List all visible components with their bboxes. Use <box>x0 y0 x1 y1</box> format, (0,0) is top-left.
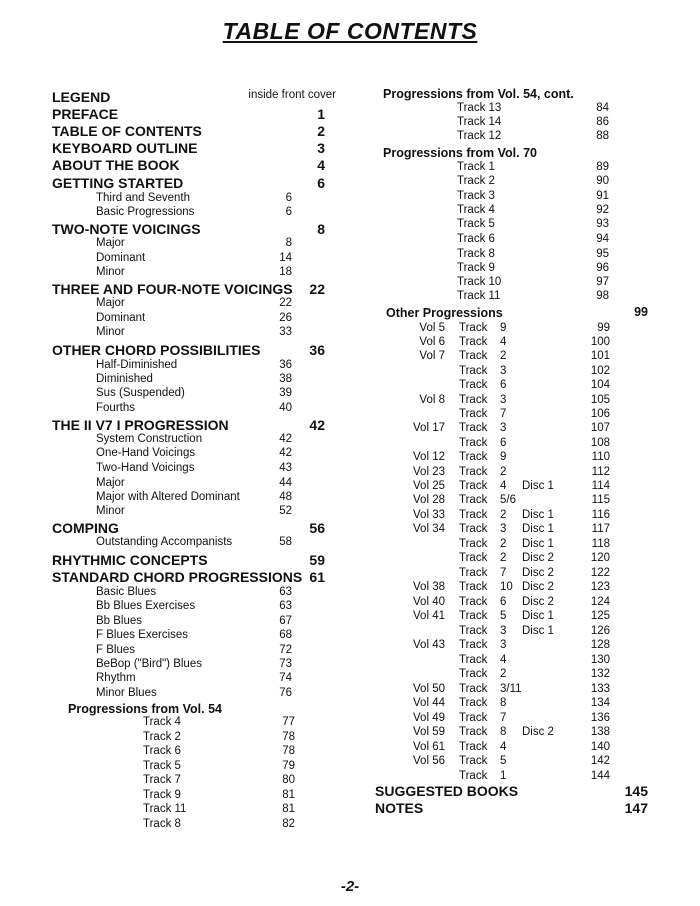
volume-label: Vol 6 <box>419 336 445 348</box>
toc-entry-title: SUGGESTED BOOKS <box>375 783 519 799</box>
toc-entry-title: PREFACE <box>52 106 119 122</box>
track-label: Track <box>459 639 488 651</box>
disc-label: Disc 2 <box>522 726 554 738</box>
toc-entry-page: 100 <box>590 336 610 348</box>
toc-entry-page: 63 <box>279 586 292 598</box>
toc-entry-page: 84 <box>596 102 609 114</box>
track-label: Track <box>459 336 488 348</box>
toc-entry-page: 74 <box>279 672 292 684</box>
track-number: 2 <box>500 552 507 564</box>
toc-entry-page: 92 <box>596 204 609 216</box>
toc-entry-page: 2 <box>317 123 325 139</box>
toc-entry-title: Track 8 <box>143 818 181 830</box>
toc-entry-title: Diminished <box>96 373 153 385</box>
track-number: 6 <box>500 379 507 391</box>
volume-label: Vol 33 <box>413 509 445 521</box>
track-label: Track <box>459 365 488 377</box>
toc-entry-title: F Blues Exercises <box>96 629 189 641</box>
track-label: Track <box>459 422 488 434</box>
toc-entry-title: TWO-NOTE VOICINGS <box>52 221 201 237</box>
track-label: Track <box>459 480 488 492</box>
disc-label: Disc 1 <box>522 509 554 521</box>
toc-entry-title: Major <box>96 297 125 309</box>
toc-entry-title: Minor <box>96 505 125 517</box>
volume-label: Vol 38 <box>413 581 445 593</box>
volume-label: Vol 50 <box>413 683 445 695</box>
toc-entry-page: 106 <box>590 408 610 420</box>
track-label: Track <box>459 408 488 420</box>
toc-entry-page: 8 <box>317 221 325 237</box>
toc-entry-page: 134 <box>590 697 610 709</box>
disc-label: Disc 1 <box>522 523 554 535</box>
track-number: 3 <box>500 422 507 434</box>
toc-entry-title: RHYTHMIC CONCEPTS <box>52 552 208 568</box>
toc-entry-title: Bb Blues Exercises <box>96 600 196 612</box>
volume-label: Vol 40 <box>413 596 445 608</box>
volume-label: Vol 12 <box>413 451 445 463</box>
toc-entry-page: 42 <box>309 417 325 433</box>
toc-entry-page: 147 <box>624 800 648 816</box>
toc-entry-page: 77 <box>282 716 295 728</box>
toc-entry-title: KEYBOARD OUTLINE <box>52 140 198 156</box>
track-label: Track <box>459 394 488 406</box>
track-label: Track <box>459 697 488 709</box>
toc-entry-page: 8 <box>285 237 292 249</box>
toc-entry-title: Major <box>96 237 125 249</box>
toc-entry-page: 145 <box>624 783 648 799</box>
toc-entry-title: Fourths <box>96 402 135 414</box>
track-label: Track <box>459 379 488 391</box>
track-label: Track <box>459 322 488 334</box>
track-entry: Track 3 <box>457 190 495 202</box>
volume-label: Vol 49 <box>413 712 445 724</box>
track-label: Track <box>459 581 488 593</box>
track-entry: Track 5 <box>457 218 495 230</box>
toc-entry-page: 52 <box>279 505 292 517</box>
toc-entry-title: Third and Seventh <box>96 192 190 204</box>
toc-entry-page: 42 <box>279 433 292 445</box>
toc-entry-page: 132 <box>590 668 610 680</box>
toc-entry-page: 122 <box>590 567 610 579</box>
toc-entry-page: 26 <box>279 312 292 324</box>
toc-entry-title: Track 9 <box>143 789 181 801</box>
toc-entry-page: 44 <box>279 477 292 489</box>
track-entry: Track 14 <box>457 116 502 128</box>
track-number: 2 <box>500 350 507 362</box>
toc-entry-page: 76 <box>279 687 292 699</box>
track-entry: Track 10 <box>457 276 502 288</box>
toc-entry-page: 78 <box>282 731 295 743</box>
track-label: Track <box>459 596 488 608</box>
toc-entry-page: 110 <box>591 451 610 463</box>
track-number: 3 <box>500 394 507 406</box>
toc-entry-page: 125 <box>590 610 610 622</box>
track-label: Track <box>459 437 488 449</box>
track-number: 5/6 <box>500 494 516 506</box>
track-label: Track <box>459 350 488 362</box>
toc-entry-page: 99 <box>634 305 648 319</box>
toc-entry-title: Two-Hand Voicings <box>96 462 195 474</box>
volume-label: Vol 8 <box>419 394 445 406</box>
track-number: 4 <box>500 480 507 492</box>
track-label: Track <box>459 509 488 521</box>
toc-entry-page: 114 <box>591 480 610 492</box>
toc-entry-page: 98 <box>596 290 609 302</box>
toc-entry-page: 40 <box>279 402 292 414</box>
volume-label: Vol 61 <box>413 741 445 753</box>
toc-entry-page: 4 <box>317 157 325 173</box>
toc-entry-title: TABLE OF CONTENTS <box>52 123 202 139</box>
toc-entry-title: Minor <box>96 266 125 278</box>
toc-entry-title: Rhythm <box>96 672 136 684</box>
volume-label: Vol 7 <box>419 350 445 362</box>
toc-entry-page: 105 <box>590 394 610 406</box>
toc-entry-title: Track 4 <box>143 716 181 728</box>
toc-entry-page: 101 <box>590 350 610 362</box>
toc-entry-page: 63 <box>279 600 292 612</box>
toc-entry-page: 56 <box>309 520 325 536</box>
toc-entry-page: 82 <box>282 818 295 830</box>
track-label: Track <box>459 494 488 506</box>
track-number: 7 <box>500 712 507 724</box>
toc-entry-page: 73 <box>279 658 292 670</box>
volume-label: Vol 44 <box>413 697 445 709</box>
volume-label: Vol 41 <box>413 610 445 622</box>
track-entry: Track 4 <box>457 204 495 216</box>
toc-entry-page: 144 <box>590 770 610 782</box>
toc-entry-page: 88 <box>596 130 609 142</box>
toc-entry-page: 68 <box>279 629 292 641</box>
track-label: Track <box>459 610 488 622</box>
disc-label: Disc 1 <box>522 610 554 622</box>
toc-entry-page: 90 <box>596 175 609 187</box>
volume-label: Vol 17 <box>413 422 445 434</box>
track-label: Track <box>459 523 488 535</box>
toc-entry-title: Basic Progressions <box>96 206 195 218</box>
toc-entry-page: 80 <box>282 774 295 786</box>
toc-entry-title: Major <box>96 477 125 489</box>
toc-entry-title: Minor <box>96 326 125 338</box>
toc-entry-title: Track 2 <box>143 731 181 743</box>
toc-entry-page: 136 <box>590 712 610 724</box>
volume-label: Vol 59 <box>413 726 445 738</box>
toc-entry-page: 59 <box>309 552 325 568</box>
toc-entry-page: 81 <box>282 803 295 815</box>
track-number: 9 <box>500 322 507 334</box>
toc-entry-page: 81 <box>282 789 295 801</box>
toc-entry-title: Sus (Suspended) <box>96 387 185 399</box>
track-label: Track <box>459 451 488 463</box>
track-label: Track <box>459 552 488 564</box>
track-label: Track <box>459 755 488 767</box>
track-label: Track <box>459 668 488 680</box>
toc-entry-title: OTHER CHORD POSSIBILITIES <box>52 342 261 358</box>
toc-entry-title: Outstanding Accompanists <box>96 536 233 548</box>
track-label: Track <box>459 466 488 478</box>
track-number: 8 <box>500 726 507 738</box>
toc-entry-page: 48 <box>279 491 292 503</box>
volume-label: Vol 23 <box>413 466 445 478</box>
track-number: 9 <box>500 451 507 463</box>
track-number: 2 <box>500 668 507 680</box>
disc-label: Disc 1 <box>522 625 554 637</box>
toc-entry-page: 99 <box>597 322 610 334</box>
track-label: Track <box>459 625 488 637</box>
track-entry: Track 11 <box>457 290 501 302</box>
track-label: Track <box>459 538 488 550</box>
disc-label: Disc 2 <box>522 567 554 579</box>
track-number: 4 <box>500 336 507 348</box>
track-number: 10 <box>500 581 513 593</box>
track-number: 5 <box>500 610 507 622</box>
toc-entry-title: Track 6 <box>143 745 181 757</box>
toc-entry-page: 6 <box>317 175 325 191</box>
toc-entry-page: 42 <box>279 447 292 459</box>
toc-entry-page: 18 <box>279 266 292 278</box>
toc-entry-page: 78 <box>282 745 295 757</box>
toc-entry-title: Dominant <box>96 312 146 324</box>
toc-entry-title: Dominant <box>96 252 146 264</box>
disc-label: Disc 2 <box>522 552 554 564</box>
track-label: Track <box>459 770 488 782</box>
track-entry: Track 8 <box>457 248 495 260</box>
toc-entry-page: 38 <box>279 373 292 385</box>
toc-entry-title: Track 11 <box>143 803 187 815</box>
toc-entry-title: NOTES <box>375 800 424 816</box>
track-label: Track <box>459 726 488 738</box>
toc-entry-title: Track 7 <box>143 774 181 786</box>
toc-entry-title: LEGEND <box>52 89 111 105</box>
toc-entry-title: One-Hand Voicings <box>96 447 196 459</box>
volume-label: Vol 25 <box>413 480 445 492</box>
toc-entry-page: 91 <box>596 190 609 202</box>
disc-label: Disc 2 <box>522 581 554 593</box>
track-entry: Track 9 <box>457 262 495 274</box>
track-entry: Track 6 <box>457 233 495 245</box>
toc-entry-title: COMPING <box>52 520 119 536</box>
track-label: Track <box>459 654 488 666</box>
toc-entry-title: Progressions from Vol. 54 <box>68 702 222 716</box>
toc-entry-page: 116 <box>591 509 610 521</box>
page-number: -2- <box>340 878 360 895</box>
toc-entry-page: 115 <box>591 494 610 506</box>
toc-entry-page: inside front cover <box>248 89 336 101</box>
toc-entry-title: Basic Blues <box>96 586 157 598</box>
toc-entry-title: F Blues <box>96 644 135 656</box>
toc-entry-page: 130 <box>590 654 610 666</box>
track-number: 3 <box>500 523 507 535</box>
toc-entry-page: 67 <box>279 615 292 627</box>
toc-entry-title: Half-Diminished <box>96 359 178 371</box>
volume-label: Vol 28 <box>413 494 445 506</box>
toc-entry-page: 14 <box>279 252 292 264</box>
toc-entry-page: 86 <box>596 116 609 128</box>
track-number: 7 <box>500 567 507 579</box>
toc-entry-title: THE II V7 I PROGRESSION <box>52 417 229 433</box>
toc-entry-title: Minor Blues <box>96 687 157 699</box>
track-number: 1 <box>500 770 507 782</box>
disc-label: Disc 1 <box>522 480 554 492</box>
track-number: 3 <box>500 365 507 377</box>
toc-entry-page: 138 <box>590 726 610 738</box>
track-entry: Track 2 <box>457 175 495 187</box>
track-number: 3 <box>500 625 507 637</box>
toc-entry-page: 39 <box>279 387 292 399</box>
toc-entry-page: 140 <box>590 741 610 753</box>
track-number: 8 <box>500 697 507 709</box>
toc-entry-title: GETTING STARTED <box>52 175 184 191</box>
track-entry: Track 13 <box>457 102 502 114</box>
toc-entry-page: 118 <box>591 538 610 550</box>
toc-entry-page: 120 <box>590 552 610 564</box>
toc-entry-page: 36 <box>279 359 292 371</box>
volume-label: Vol 34 <box>413 523 445 535</box>
toc-entry-title: THREE AND FOUR-NOTE VOICINGS <box>52 281 293 297</box>
track-number: 7 <box>500 408 507 420</box>
toc-entry-page: 58 <box>279 536 292 548</box>
volume-label: Vol 56 <box>413 755 445 767</box>
track-number: 4 <box>500 741 507 753</box>
toc-entry-page: 96 <box>596 262 609 274</box>
toc-entry-page: 94 <box>596 233 609 245</box>
toc-entry-page: 3 <box>317 140 325 156</box>
toc-entry-page: 133 <box>590 683 610 695</box>
track-label: Track <box>459 567 488 579</box>
toc-entry-page: 102 <box>590 365 610 377</box>
toc-entry-page: 89 <box>596 161 609 173</box>
track-label: Track <box>459 683 488 695</box>
toc-entry-page: 6 <box>285 206 292 218</box>
toc-entry-page: 72 <box>279 644 292 656</box>
volume-label: Vol 43 <box>413 639 445 651</box>
toc-entry-title: STANDARD CHORD PROGRESSIONS <box>52 569 303 585</box>
toc-entry-page: 97 <box>596 276 609 288</box>
track-label: Track <box>459 712 488 724</box>
track-entry: Track 1 <box>457 161 495 173</box>
section-heading: Other Progressions <box>386 306 503 320</box>
toc-entry-page: 124 <box>590 596 610 608</box>
track-entry: Track 12 <box>457 130 502 142</box>
toc-entry-page: 117 <box>591 523 610 535</box>
toc-entry-page: 108 <box>590 437 610 449</box>
toc-entry-page: 79 <box>282 760 295 772</box>
track-number: 3 <box>500 639 507 651</box>
disc-label: Disc 1 <box>522 538 554 550</box>
toc-entry-title: System Construction <box>96 433 203 445</box>
track-number: 2 <box>500 466 507 478</box>
track-number: 4 <box>500 654 507 666</box>
toc-entry-title: Track 5 <box>143 760 181 772</box>
track-number: 2 <box>500 538 507 550</box>
toc-entry-page: 104 <box>590 379 610 391</box>
toc-entry-page: 36 <box>309 342 325 358</box>
section-heading: Progressions from Vol. 70 <box>383 146 537 160</box>
track-number: 6 <box>500 437 507 449</box>
toc-entry-page: 33 <box>279 326 292 338</box>
toc-entry-title: BeBop ("Bird") Blues <box>96 658 202 670</box>
track-number: 3/11 <box>500 683 522 695</box>
section-heading: Progressions from Vol. 54, cont. <box>383 87 574 101</box>
toc-entry-page: 112 <box>591 466 610 478</box>
toc-entry-page: 22 <box>279 297 292 309</box>
track-number: 6 <box>500 596 507 608</box>
toc-entry-page: 123 <box>590 581 610 593</box>
page-title: TABLE OF CONTENTS <box>222 18 478 44</box>
track-label: Track <box>459 741 488 753</box>
toc-entry-page: 126 <box>590 625 610 637</box>
disc-label: Disc 2 <box>522 596 554 608</box>
toc-entry-page: 128 <box>590 639 610 651</box>
volume-label: Vol 5 <box>419 322 445 334</box>
toc-entry-title: Major with Altered Dominant <box>96 491 240 503</box>
toc-entry-page: 43 <box>279 462 292 474</box>
toc-entry-title: Bb Blues <box>96 615 143 627</box>
toc-entry-page: 1 <box>317 106 325 122</box>
toc-entry-page: 6 <box>285 192 292 204</box>
toc-entry-page: 93 <box>596 218 609 230</box>
toc-entry-page: 107 <box>590 422 610 434</box>
toc-entry-page: 95 <box>596 248 609 260</box>
toc-entry-page: 61 <box>309 569 325 585</box>
toc-entry-page: 22 <box>309 281 325 297</box>
track-number: 5 <box>500 755 507 767</box>
toc-entry-title: ABOUT THE BOOK <box>52 157 180 173</box>
toc-entry-page: 142 <box>590 755 610 767</box>
track-number: 2 <box>500 509 507 521</box>
